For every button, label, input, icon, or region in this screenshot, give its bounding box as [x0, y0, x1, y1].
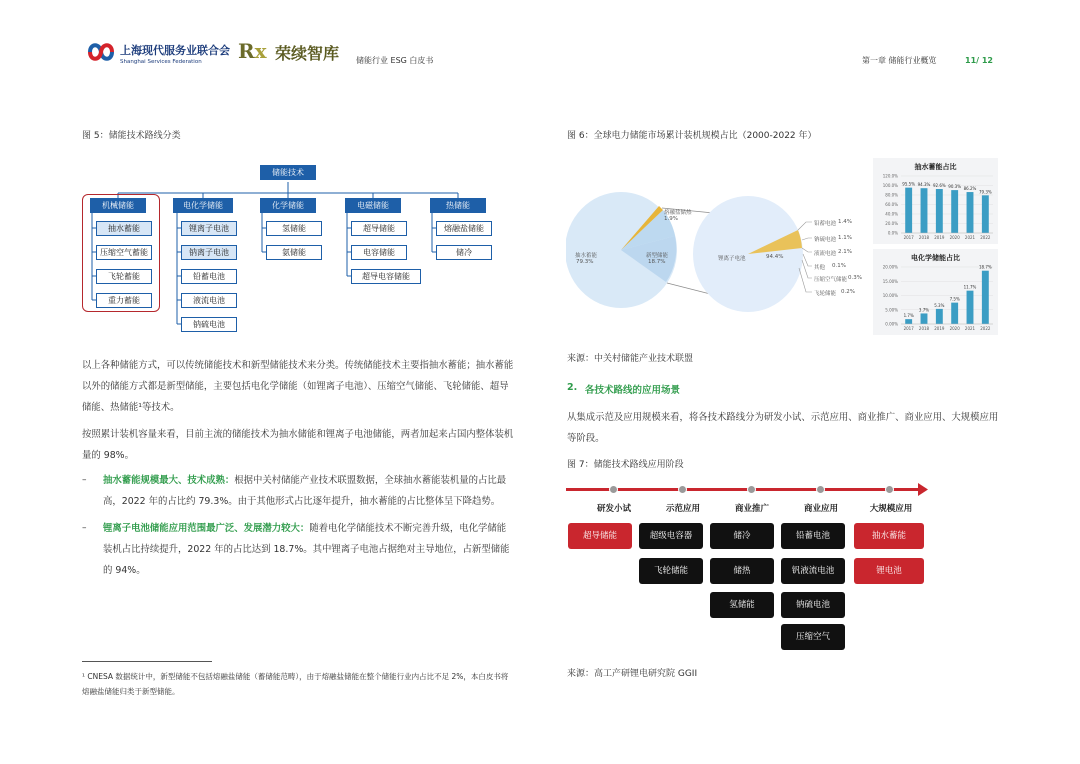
timeline-dot: [678, 485, 687, 494]
pie-detail-value-4: 0.1%: [832, 263, 846, 269]
bar: [951, 190, 958, 233]
pie-detail-value-3: 2.1%: [838, 249, 852, 255]
y-tick-label: 5.00%: [885, 307, 898, 313]
y-tick-label: 20.00%: [882, 264, 898, 270]
fig5-tree: [80, 160, 500, 340]
pie-svg: [566, 158, 870, 336]
tree-col4-item: 电容储能: [351, 245, 407, 260]
tree-col2-item: 铅蓄电池: [181, 269, 237, 284]
bar: [982, 195, 989, 233]
data-label: 86.2%: [963, 186, 977, 192]
data-label: 11.7%: [963, 284, 977, 290]
logo1-text: [120, 42, 230, 65]
data-label: 3.7%: [918, 307, 930, 313]
stage-label: 商业推广: [734, 504, 769, 514]
tree-col1-item: 压缩空气蓄能: [96, 245, 152, 260]
stage-item: 钠硫电池: [781, 592, 845, 618]
tree-col2-item: 锂离子电池: [181, 221, 237, 236]
pie-detail-label-3: 液流电池: [814, 251, 837, 257]
y-tick-label: 40.0%: [885, 211, 898, 217]
stage-item: 超导储能: [568, 523, 632, 549]
pie-detail-label-0: 锂离子电池: [718, 256, 746, 262]
pie-main-label-2: 熔融盐储热: [664, 210, 692, 216]
pie-detail-label-2: 钠硫电池: [814, 237, 837, 243]
y-tick-label: 0.00%: [885, 321, 898, 327]
x-tick-label: 2018: [918, 326, 930, 331]
stage-item: 飞轮储能: [639, 558, 703, 584]
bar-chart-pumped-svg: [873, 158, 998, 244]
y-tick-label: 15.00%: [882, 278, 898, 284]
y-tick-label: 120.0%: [882, 173, 898, 179]
page-number: 11/ 12: [965, 56, 993, 65]
x-tick-label: 2017: [903, 235, 914, 240]
bar: [967, 291, 974, 324]
section-number: 2.: [567, 382, 578, 393]
y-tick-label: 100.0%: [882, 183, 898, 188]
bullet-1-head: 抽水蓄能规模最大、技术成熟：: [103, 475, 235, 486]
stage-item: 超级电容器: [639, 523, 703, 549]
x-tick-label: 2022: [980, 235, 991, 240]
fig7-source: 来源：高工产研锂电研究院 GGII: [567, 669, 698, 679]
tree-root: 储能技术: [260, 165, 316, 180]
tree-col4-head: 电磁储能: [345, 198, 401, 213]
y-tick-label: 20.0%: [885, 221, 898, 226]
x-tick-label: 2020: [949, 235, 960, 240]
tree-col4-item: 超导电容储能: [351, 269, 421, 284]
bar: [921, 313, 928, 324]
bullet-2-head: 锂离子电池储能应用范围最广泛、发展潜力较大：: [103, 523, 310, 534]
tree-col3-head: 化学储能: [260, 198, 316, 213]
bullet-2: [103, 518, 515, 581]
data-label: 95.5%: [902, 181, 916, 187]
pie-detail-label-6: 飞轮储能: [814, 291, 837, 297]
bar: [967, 192, 974, 233]
y-tick-label: 10.00%: [882, 293, 898, 298]
tree-col4-item: 超导储能: [351, 221, 407, 236]
tree-col2-item: 钠离子电池: [181, 245, 237, 260]
pie-detail-value-0: 94.4%: [766, 254, 784, 260]
stage-item: 钒液流电池: [781, 558, 845, 584]
tree-col2-item: 钠硫电池: [181, 317, 237, 332]
bullet-dash: –: [82, 523, 87, 533]
pie-detail-value-5: 0.3%: [848, 275, 862, 281]
bar-chart-electrochem: [873, 249, 998, 335]
chapter-title: 第一章 储能行业概览: [862, 56, 937, 65]
stage-label: 商业应用: [803, 504, 838, 514]
data-label: 79.3%: [978, 189, 992, 195]
pie-main-value-2: 1.9%: [664, 216, 678, 222]
bullet-1: [103, 470, 515, 512]
fig5-caption: 图 5：储能技术路线分类: [82, 131, 181, 141]
pie-main-label-0: 抽水蓄能: [575, 253, 598, 259]
y-tick-label: 0.0%: [887, 230, 898, 236]
paragraph-1: 以上各种储能方式，可以传统储能技术和新型储能技术来分类。传统储能技术主要指抽水蓄能；抽水蓄能以外的储能方式都是新型储能，主要包括电化学储能（如锂离子电池）、压缩空气储能、飞轮储能、超导储能、热储能¹等技术。: [82, 360, 514, 413]
tree-col1-head: 机械储能: [90, 198, 146, 213]
stage-label: 大规模应用: [869, 504, 913, 514]
y-tick-label: 80.0%: [885, 192, 898, 198]
stage-label: 示范应用: [665, 504, 700, 514]
stage-item: 铅蓄电池: [781, 523, 845, 549]
fig6-source: 来源：中关村储能产业技术联盟: [567, 354, 694, 364]
bar-chart-pumped: [873, 158, 998, 244]
x-tick-label: 2018: [918, 235, 930, 240]
tree-col5-item: 储冷: [436, 245, 492, 260]
footnote-rule: [82, 661, 212, 662]
data-label: 18.7%: [978, 264, 992, 270]
bar: [905, 188, 912, 233]
pie-detail-value-2: 1.1%: [838, 235, 852, 241]
logo1-cn: 上海现代服务业联合会: [120, 44, 230, 57]
bar-chart-electrochem-svg: [873, 249, 998, 335]
x-tick-label: 2021: [964, 326, 976, 331]
tree-col1-item: 飞轮蓄能: [96, 269, 152, 284]
logo1-en: Shanghai Services Federation: [120, 59, 202, 65]
bar: [905, 319, 912, 324]
paragraph-2: 按照累计装机容量来看，目前主流的储能技术为抽水储能和锂离子电池储能，两者加起来占国内整体装机量的 98%。: [82, 429, 514, 461]
pie-main-value-0: 79.3%: [576, 259, 594, 265]
timeline-dot: [609, 485, 618, 494]
stage-item: 压缩空气: [781, 624, 845, 650]
tree-col2-item: 液流电池: [181, 293, 237, 308]
stage-item: 锂电池: [854, 558, 924, 584]
bullet-1-body: 根据中关村储能产业技术联盟数据，全球抽水蓄能装机量的占比最高，2022 年的占比约 79.3%。由于其他形式占比逐年提升，抽水蓄能的占比整体呈下降趋势。: [103, 475, 507, 507]
timeline-dot: [885, 485, 894, 494]
pie-main-value-1: 18.7%: [648, 259, 666, 265]
bar: [936, 309, 943, 324]
logo2-text: 荣续智库: [275, 44, 340, 63]
bullet-2-body: 随着电化学储能技术不断完善升级，电化学储能装机占比持续提升，2022 年的占比达到 18.7%。其中锂离子电池占据绝对主导地位，占新型储能的 94%。: [103, 523, 510, 576]
logo-mark: [86, 40, 116, 64]
bar: [921, 188, 928, 233]
y-tick-label: 60.0%: [885, 202, 898, 207]
data-label: 94.3%: [917, 182, 931, 188]
pie-detail-value-6: 0.2%: [841, 289, 855, 295]
x-tick-label: 2020: [949, 326, 960, 331]
fig7-caption: 图 7：储能技术路线应用阶段: [567, 460, 684, 470]
fig6-pie-area: [566, 158, 870, 336]
bar: [951, 303, 958, 324]
fig6-caption: 图 6：全球电力储能市场累计装机规模占比（2000-2022 年）: [567, 131, 817, 141]
fig7-diagram: [566, 482, 930, 652]
tree-col3-item: 氢储能: [266, 221, 322, 236]
pie-main-label-1: 新型储能: [646, 253, 669, 259]
x-tick-label: 2019: [934, 235, 945, 240]
tree-col1-item: 抽水蓄能: [96, 221, 152, 236]
timeline-dot: [747, 485, 756, 494]
stage-item: 储冷: [710, 523, 774, 549]
timeline-arrow: [566, 488, 922, 491]
x-tick-label: 2022: [980, 326, 991, 331]
timeline-arrowhead: [918, 483, 928, 496]
right-paragraph: 从集成示范及应用规模来看，将各技术路线分为研发小试、示范应用、商业推广、商业应用、大规模应用等阶段。: [567, 412, 999, 444]
doc-title: 储能行业 ESG 白皮书: [356, 56, 434, 65]
data-label: 90.3%: [948, 184, 962, 190]
tree-col5-head: 热储能: [430, 198, 486, 213]
data-label: 1.7%: [903, 313, 914, 319]
pie-detail-label-4: 其他: [814, 265, 826, 271]
bullet-dash: –: [82, 475, 87, 485]
data-label: 92.6%: [932, 183, 946, 189]
bar-chart-electrochem-title: 电化学储能占比: [911, 254, 960, 262]
stage-item: 储热: [710, 558, 774, 584]
x-tick-label: 2021: [964, 235, 976, 240]
footnote: ¹ CNESA 数据统计中，新型储能不包括熔融盐储能（蓄储能范畴），由于熔融盐储能在整个储能行业内占比不足 2%，本白皮书将熔融盐储能归类于新型储能。: [82, 672, 509, 696]
logo2-mark: Rx: [238, 39, 267, 63]
pie-detail-label-1: 铅蓄电池: [814, 221, 837, 227]
timeline-dot: [816, 485, 825, 494]
stage-item: 氢储能: [710, 592, 774, 618]
bar-chart-pumped-title: 抽水蓄能占比: [914, 163, 957, 171]
x-tick-label: 2019: [934, 326, 945, 331]
data-label: 5.3%: [934, 302, 945, 308]
bar: [982, 271, 989, 324]
x-tick-label: 2017: [903, 326, 914, 331]
tree-col3-item: 氨储能: [266, 245, 322, 260]
tree-col2-head: 电化学储能: [173, 198, 233, 213]
stage-label: 研发小试: [596, 504, 631, 514]
tree-col5-item: 熔融盐储能: [436, 221, 492, 236]
bar: [936, 189, 943, 233]
stage-item: 抽水蓄能: [854, 523, 924, 549]
section-title: 各技术路线的应用场景: [585, 385, 681, 396]
pie-detail-label-5: 压缩空气储能: [814, 277, 848, 283]
data-label: 7.5%: [949, 296, 960, 302]
tree-col1-item: 重力蓄能: [96, 293, 152, 308]
pie-detail-value-1: 1.4%: [838, 219, 852, 225]
